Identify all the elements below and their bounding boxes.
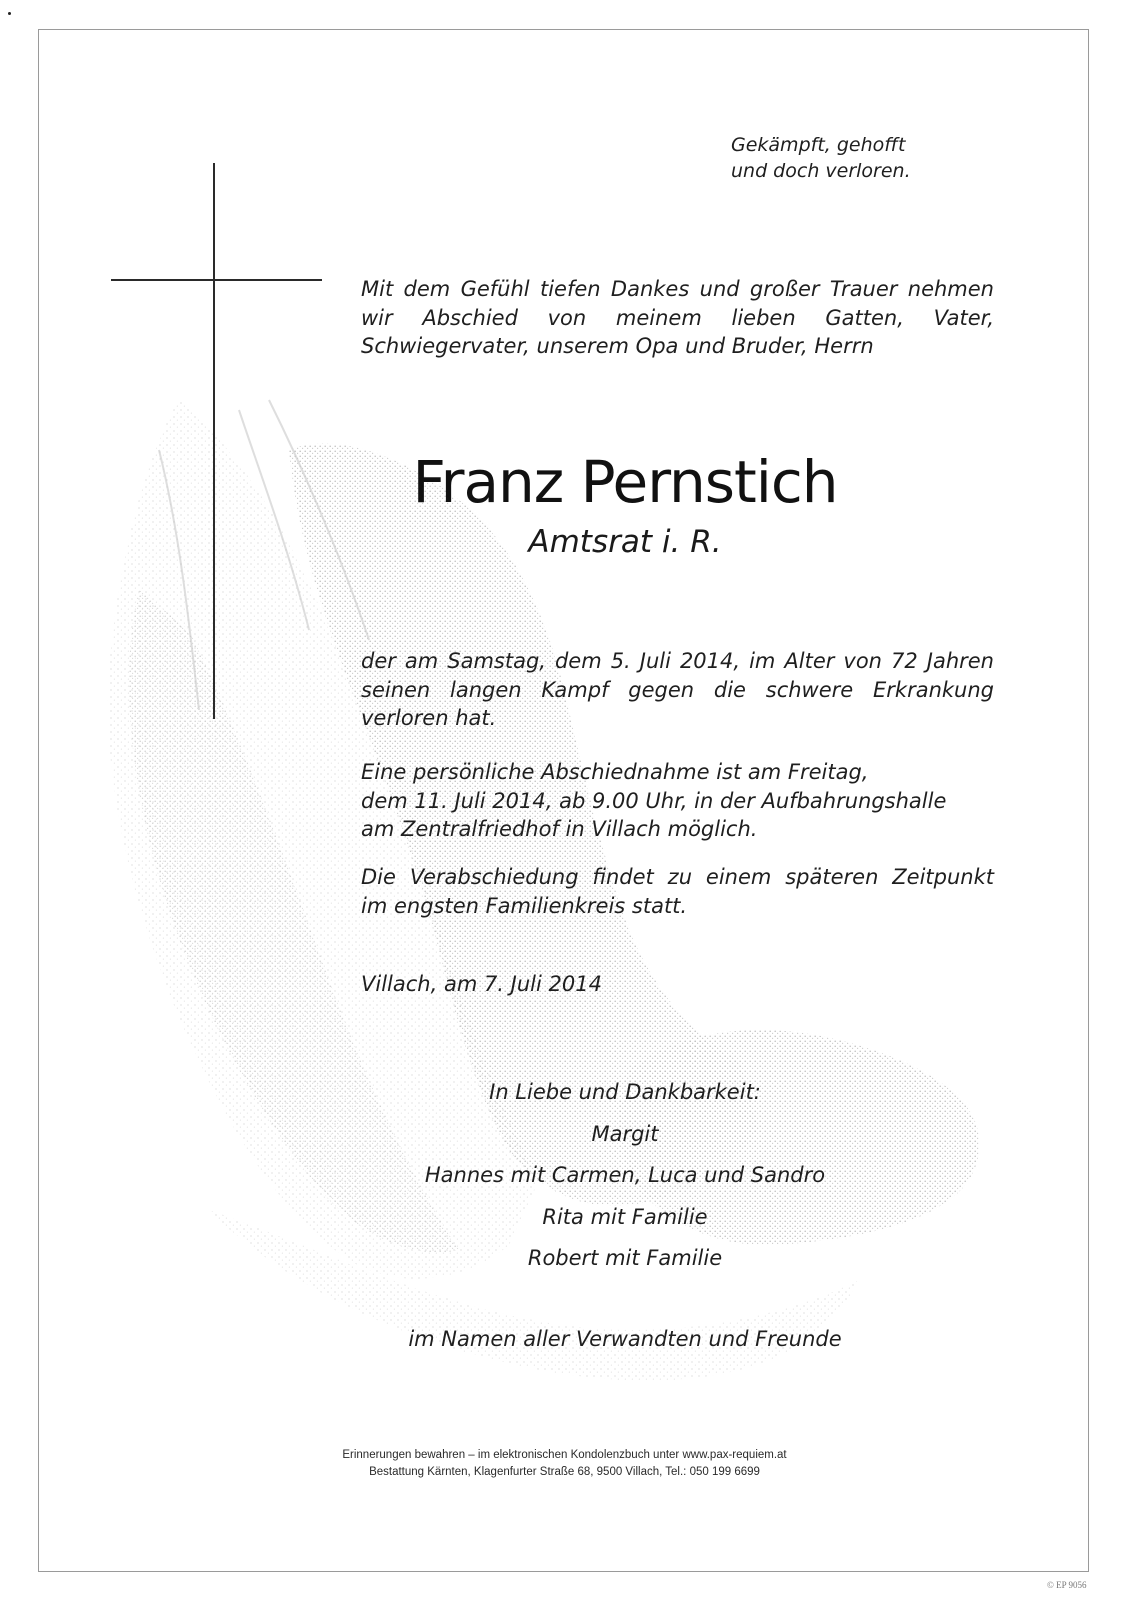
intro-paragraph [361, 275, 994, 361]
death-notice-line: verloren hat. [361, 706, 497, 730]
mourner-name: Robert mit Familie [527, 1246, 723, 1270]
death-notice-line: seinen langen Kampf gegen die schwere Erkrankung [361, 677, 994, 702]
mourners-closing: im Namen aller Verwandten und Freunde [408, 1327, 842, 1351]
motto-line: und doch verloren. [731, 160, 911, 182]
intro-line: Mit dem Gefühl tiefen Dankes und großer Trauer nehmen [361, 277, 994, 301]
farewell-line: Die Verabschiedung findet zu einem späteren Zeitpunkt [361, 865, 994, 889]
cross-horizontal-beam [111, 279, 322, 281]
mourners-heading: In Liebe und Dankbarkeit: [489, 1080, 761, 1104]
cross-vertical-beam [213, 163, 215, 719]
death-notice-line: der am Samstag, dem 5. Juli 2014, im Alter von 72 Jahren [361, 649, 994, 673]
viewing-line: Eine persönliche Abschiednahme ist am Freitag, [361, 760, 869, 784]
motto-line: Gekämpft, gehofft [731, 134, 906, 156]
viewing-line: am Zentralfriedhof in Villach möglich. [361, 817, 758, 841]
scan-speck [8, 12, 11, 15]
place-and-date: Villach, am 7. Juli 2014 [361, 972, 602, 996]
mourner-name: Hannes mit Carmen, Luca und Sandro [424, 1163, 826, 1187]
mourner-name: Rita mit Familie [542, 1205, 708, 1229]
deceased-name: Franz Pernstich [412, 448, 838, 516]
death-notice-paragraph [361, 647, 994, 733]
motto [731, 132, 911, 184]
footer-funeral-home-line: Bestattung Kärnten, Klagenfurter Straße 68, 9500 Villach, Tel.: 050 199 6699 [369, 1466, 760, 1478]
farewell-paragraph [361, 863, 994, 920]
footer-condolence-line: Erinnerungen bewahren – im elektronischen Kondolenzbuch unter www.pax-requiem.at [342, 1449, 787, 1461]
intro-line: wir Abschied von meinem lieben Gatten, Vater, [361, 305, 994, 330]
viewing-line: dem 11. Juli 2014, ab 9.00 Uhr, in der Aufbahrungshalle [361, 788, 947, 813]
farewell-line: im engsten Familienkreis statt. [361, 893, 688, 918]
obituary-card [38, 29, 1089, 1572]
intro-line: Schwiegervater, unserem Opa und Bruder, Herrn [361, 334, 874, 358]
deceased-title: Amtsrat i. R. [528, 524, 722, 560]
viewing-paragraph [361, 758, 994, 844]
print-code: © EP 9056 [1047, 1580, 1087, 1590]
mourner-name: Margit [591, 1122, 659, 1146]
